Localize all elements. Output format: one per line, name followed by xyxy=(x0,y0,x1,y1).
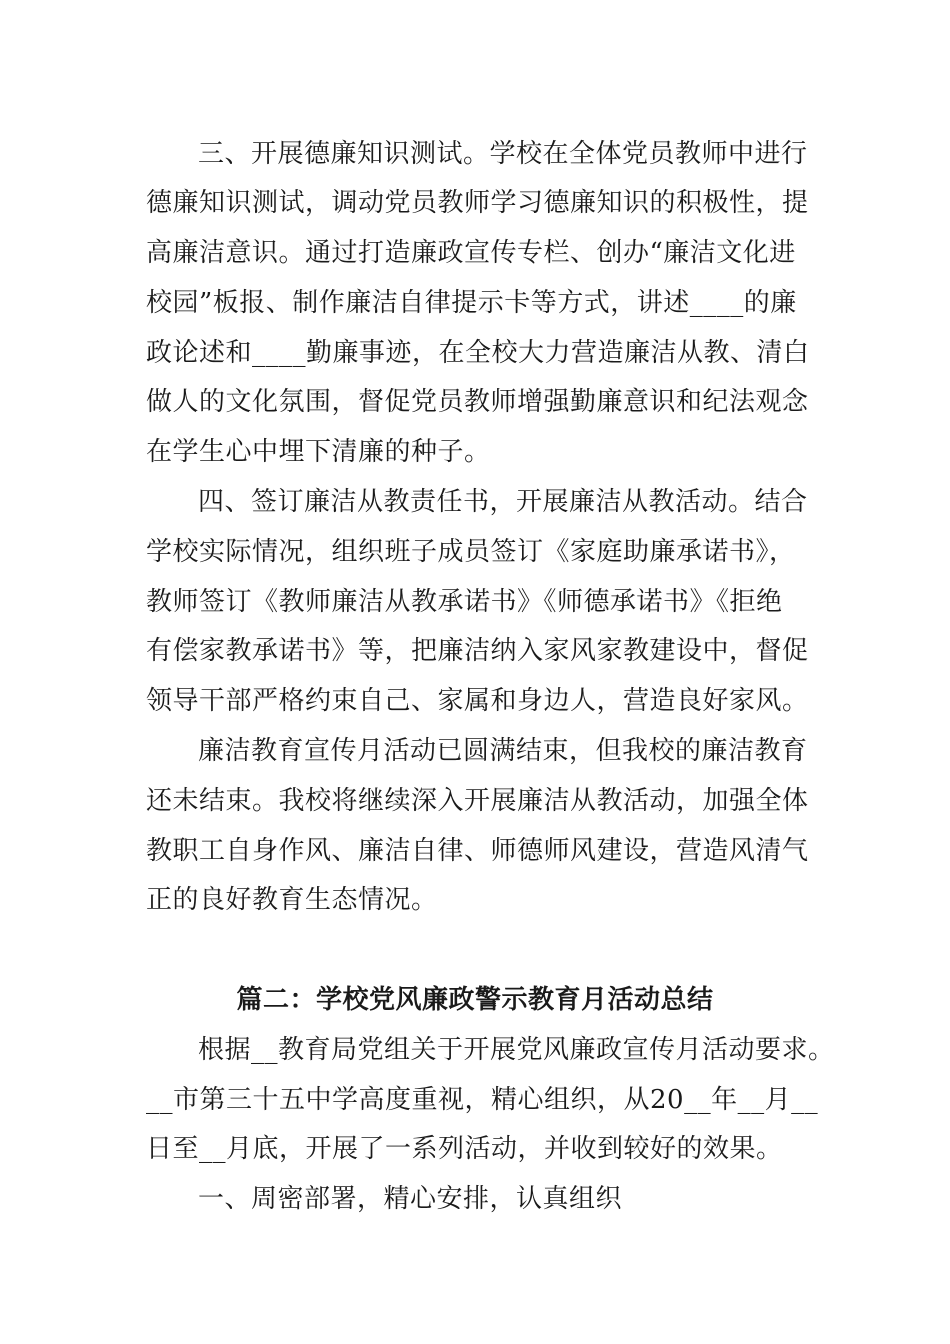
paragraph-four-line-4: 有偿家教承诺书》等，把廉洁纳入家风家教建设中，督促 xyxy=(146,636,809,666)
section-title: 篇二：学校党风廉政警示教育月活动总结 xyxy=(236,985,714,1015)
paragraph-four-line-3: 教师签订《教师廉洁从教承诺书》《师德承诺书》《拒绝 xyxy=(146,587,783,617)
paragraph-three-line-5: 政论述和____勤廉事迹，在全校大力营造廉洁从教、清白 xyxy=(146,338,810,368)
paragraph-four-line-5: 领导干部严格约束自己、家属和身边人，营造良好家风。 xyxy=(146,686,809,716)
paragraph-intro-line-2: __市第三十五中学高度重视，精心组织，从20__年__月__ xyxy=(146,1085,819,1115)
paragraph-three-line-6: 做人的文化氛围，督促党员教师增强勤廉意识和纪法观念 xyxy=(146,387,809,417)
subheading-one: 一、周密部署，精心安排，认真组织 xyxy=(198,1184,623,1214)
paragraph-conclusion-line-2: 还未结束。我校将继续深入开展廉洁从教活动，加强全体 xyxy=(146,786,809,816)
paragraph-four-line-1: 四、签订廉洁从教责任书，开展廉洁从教活动。结合 xyxy=(198,487,808,517)
paragraph-three-line-4: 校园”板报、制作廉洁自律提示卡等方式，讲述____的廉 xyxy=(146,288,797,318)
paragraph-intro-line-1: 根据__教育局党组关于开展党风廉政宣传月活动要求。 xyxy=(198,1035,835,1065)
paragraph-conclusion-line-1: 廉洁教育宣传月活动已圆满结束，但我校的廉洁教育 xyxy=(198,736,808,766)
paragraph-three-line-7: 在学生心中埋下清廉的种子。 xyxy=(146,437,491,467)
paragraph-three-line-2: 德廉知识测试，调动党员教师学习德廉知识的积极性，提 xyxy=(146,188,809,218)
paragraph-conclusion-line-4: 正的良好教育生态情况。 xyxy=(146,885,438,915)
paragraph-conclusion-line-3: 教职工自身作风、廉洁自律、师德师风建设，营造风清气 xyxy=(146,836,809,866)
paragraph-three-line-1: 三、开展德廉知识测试。学校在全体党员教师中进行 xyxy=(198,139,808,169)
paragraph-four-line-2: 学校实际情况，组织班子成员签订《家庭助廉承诺书》， xyxy=(146,537,796,567)
paragraph-three-line-3: 高廉洁意识。通过打造廉政宣传专栏、创办“廉洁文化进 xyxy=(146,238,796,268)
paragraph-intro-line-3: 日至__月底，开展了一系列活动，并收到较好的效果。 xyxy=(146,1134,783,1164)
